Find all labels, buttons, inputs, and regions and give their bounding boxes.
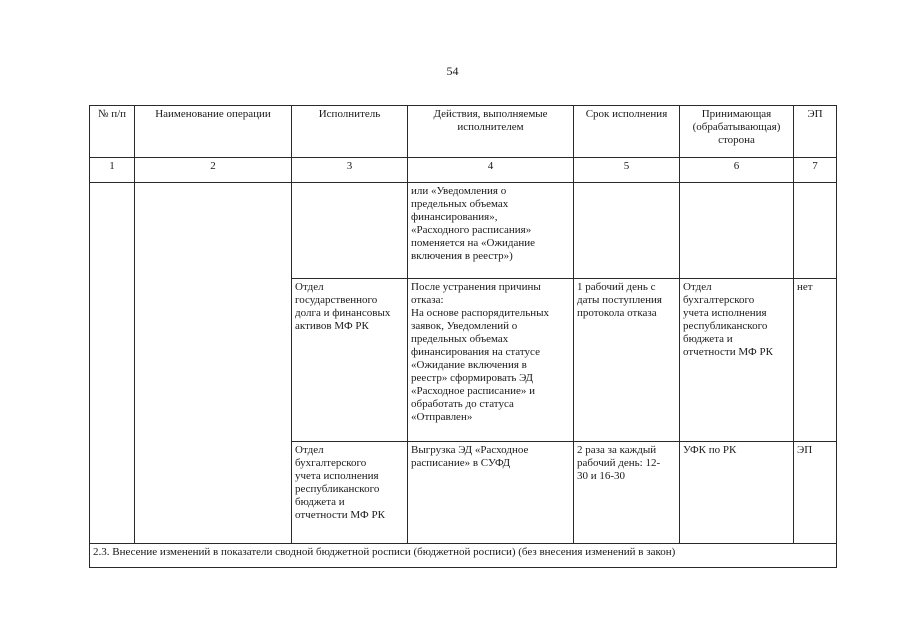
column-header-deadline: Срок исполнения [574,106,680,158]
operations-table [89,105,837,568]
column-number: 3 [292,158,408,183]
section-title: 2.3. Внесение изменений в показатели сводной бюджетной росписи (бюджетной росписи) (без внесения изменений в закон) [90,544,837,568]
ep-cell: ЭП [794,442,837,544]
ep-cell: нет [794,279,837,442]
column-number: 7 [794,158,837,183]
page-number: 54 [446,64,459,78]
column-number: 6 [680,158,794,183]
ep-cell [794,183,837,279]
deadline-cell [574,183,680,279]
column-header-ep: ЭП [794,106,837,158]
column-number: 1 [90,158,135,183]
executor-cell: Отдел государственного долга и финансовых активов МФ РК [292,279,408,442]
column-number: 4 [408,158,574,183]
column-header-num: № п/п [90,106,135,158]
column-header-operation: Наименование операции [135,106,292,158]
column-header-executor: Исполнитель [292,106,408,158]
executor-cell: Отдел бухгалтерского учета исполнения республиканского бюджета и отчетности МФ РК [292,442,408,544]
deadline-cell: 2 раза за каждый рабочий день: 12- 30 и 16-30 [574,442,680,544]
actions-cell: Выгрузка ЭД «Расходное расписание» в СУФД [408,442,574,544]
column-header-actions: Действия, выполняемые исполнителем [408,106,574,158]
receiver-cell [680,183,794,279]
row-number-cell [90,183,135,544]
column-numbers-row [90,158,837,183]
operation-cell [135,183,292,544]
section-row [90,544,837,568]
receiver-cell: УФК по РК [680,442,794,544]
deadline-cell: 1 рабочий день с даты поступления протокола отказа [574,279,680,442]
column-header-receiver: Принимающая (обрабатывающая) сторона [680,106,794,158]
executor-cell [292,183,408,279]
actions-cell: или «Уведомления о предельных объемах финансирования», «Расходного расписания» поменяется на «Ожидание включения в реестр») [408,183,574,279]
table-row [90,183,837,279]
column-number: 5 [574,158,680,183]
column-number: 2 [135,158,292,183]
receiver-cell: Отдел бухгалтерского учета исполнения республиканского бюджета и отчетности МФ РК [680,279,794,442]
table-header-row [90,106,837,158]
actions-cell: После устранения причины отказа: На основе распорядительных заявок, Уведомлений о предельных объемах финансирования на статусе «Ожидание включения в реестр» сформировать ЭД «Расходное расписание» и обработать до статуса «Отправлен» [408,279,574,442]
